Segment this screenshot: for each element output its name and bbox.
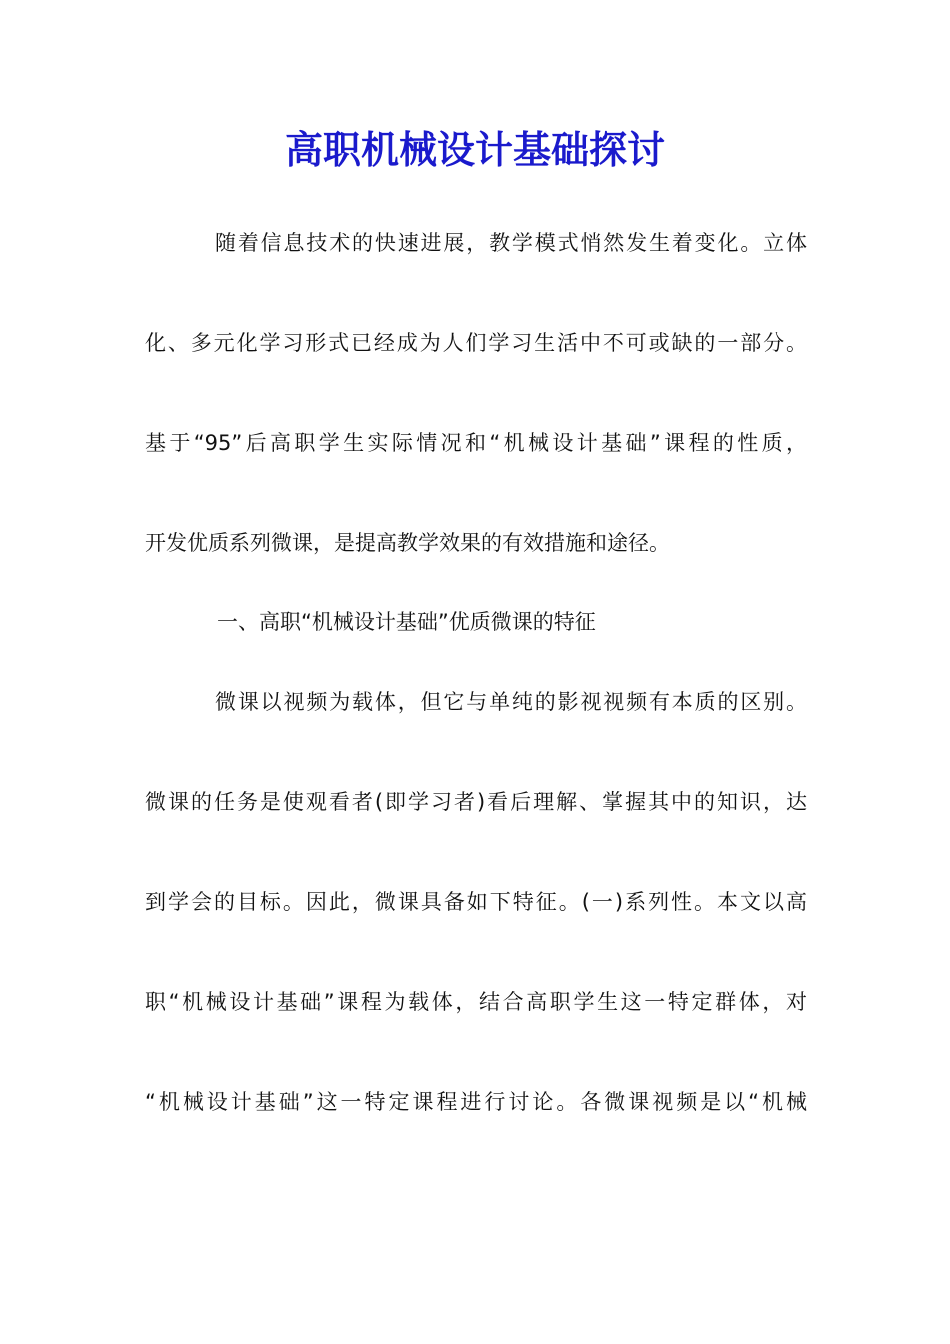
paragraph-1-line-1: 随着信息技术的快速进展，教学模式悄然发生着变化。立体: [215, 231, 807, 255]
paragraph-1-line-2: 化、多元化学习形式已经成为人们学习生活中不可或缺的一部分。: [145, 331, 807, 355]
paragraph-2-line-1: 微课以视频为载体，但它与单纯的影视视频有本质的区别。: [215, 690, 807, 714]
document-title: 高职机械设计基础探讨: [284, 127, 665, 172]
paragraph-2-line-5: “机械设计基础”这一特定课程进行讨论。各微课视频是以“机械: [145, 1090, 807, 1114]
section-heading-1: 一、高职“机械设计基础”优质微课的特征: [217, 610, 596, 634]
paragraph-1-line-4: 开发优质系列微课，是提高教学效果的有效措施和途径。: [145, 531, 670, 555]
paragraph-1-line-3: 基于“95”后高职学生实际情况和“机械设计基础”课程的性质，: [145, 431, 807, 455]
paragraph-2-line-4: 职“机械设计基础”课程为载体，结合高职学生这一特定群体，对: [145, 990, 807, 1014]
paragraph-2-line-2: 微课的任务是使观看者(即学习者)看后理解、掌握其中的知识，达: [145, 790, 807, 814]
paragraph-2-line-3: 到学会的目标。因此，微课具备如下特征。(一)系列性。本文以高: [145, 890, 807, 914]
